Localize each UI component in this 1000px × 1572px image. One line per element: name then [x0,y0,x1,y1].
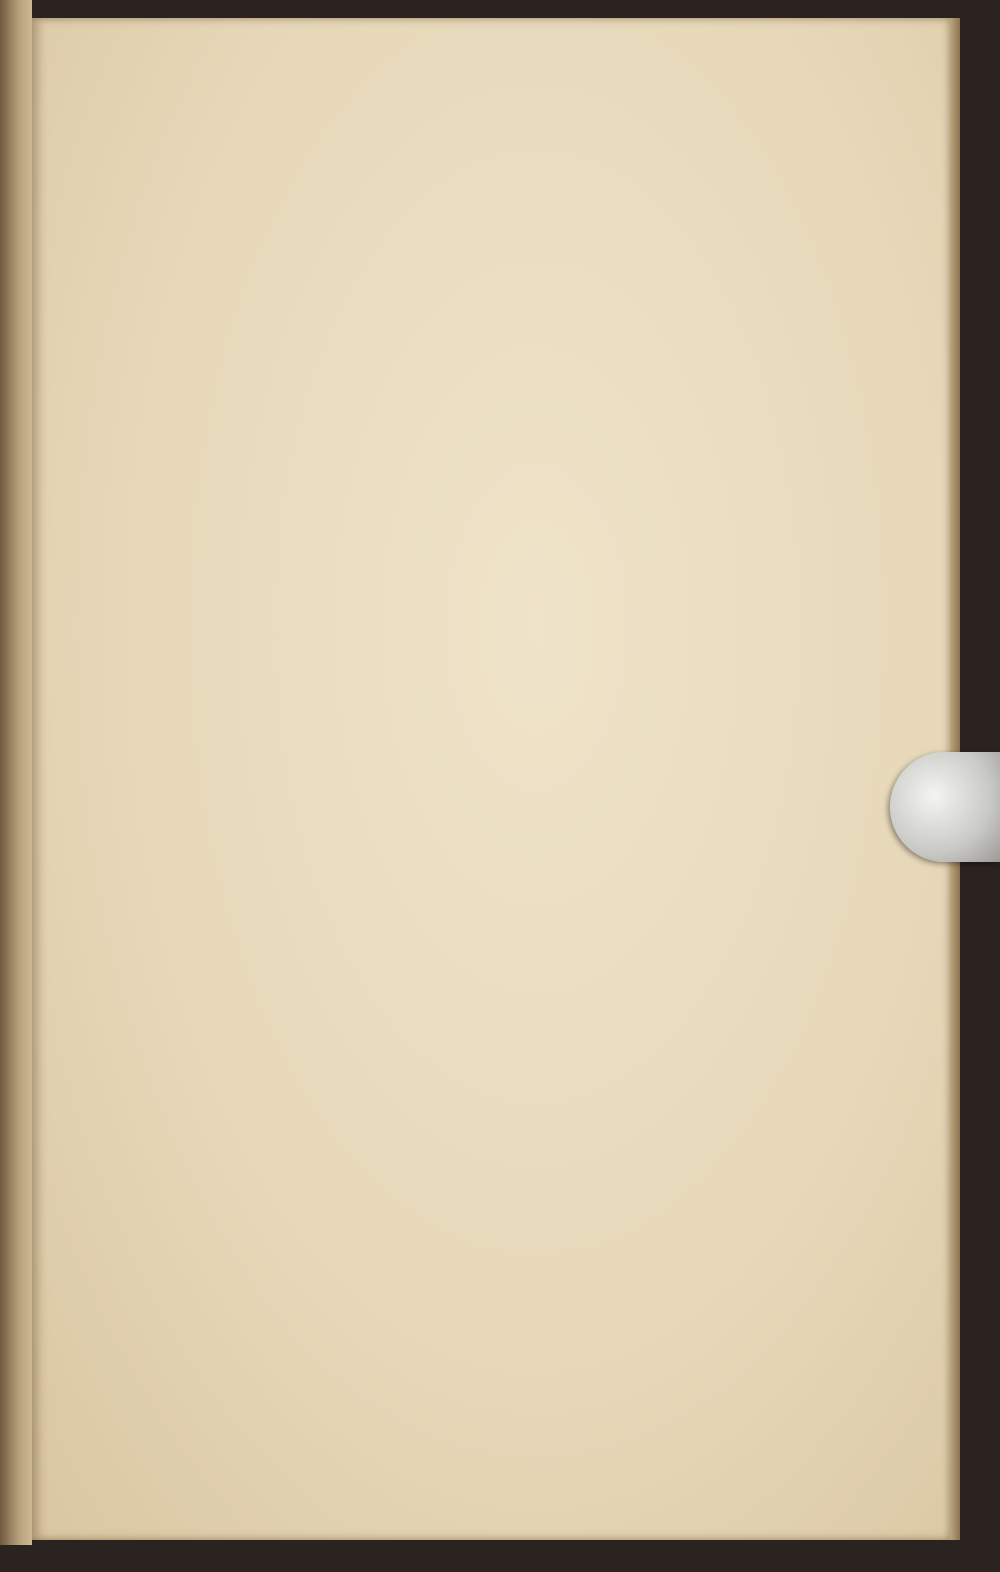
cast-line [125,226,855,252]
scene-title [125,170,855,226]
stage-direction-continued [125,252,855,278]
digitization-footer [600,1551,992,1569]
scanner-thumb-shadow [890,752,1000,862]
page-text [125,160,855,286]
facing-page-edge [0,0,32,1545]
